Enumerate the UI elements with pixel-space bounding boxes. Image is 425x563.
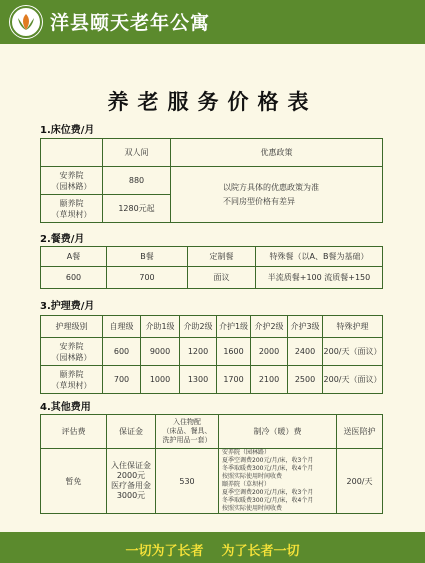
meal-fee-table — [40, 246, 383, 289]
section-heading-meal: 2.餐费/月 — [40, 234, 85, 245]
column-header: 双人间 — [103, 139, 171, 167]
column-header: 介护2级 — [251, 316, 288, 338]
table-cell: 2100 — [251, 366, 288, 394]
section-heading-other: 4.其他费用 — [40, 402, 91, 413]
column-header: 入住物配 （床品、餐具、 洗护用品一套） — [156, 415, 219, 449]
table-cell: 面议 — [188, 267, 256, 289]
table-cell: 1300 — [180, 366, 217, 394]
deposit-cell: 入住保证金 2000元 医疗备用金 3000元 — [107, 449, 156, 514]
care-fee-table — [40, 315, 383, 394]
table-cell: 2400 — [288, 338, 323, 366]
table-cell: 1000 — [141, 366, 180, 394]
row-header: 安养院 （园林路） — [41, 167, 103, 195]
column-header: 制冷（暖）费 — [219, 415, 337, 449]
table-cell: 1280元起 — [103, 195, 171, 223]
table-cell: 1700 — [217, 366, 251, 394]
column-header: 介助2级 — [180, 316, 217, 338]
table-cell: 200/天（面议） — [323, 338, 383, 366]
table-row — [41, 449, 383, 514]
table-cell: 1600 — [217, 338, 251, 366]
footer-slogan: 一切为了长者 为了长者一切 — [125, 544, 300, 559]
table-cell: 880 — [103, 167, 171, 195]
table-cell: 2500 — [288, 366, 323, 394]
table-cell: 1200 — [180, 338, 217, 366]
table-cell: 200/天 — [337, 449, 383, 514]
column-header: 特殊护理 — [323, 316, 383, 338]
section-heading-bed: 1.床位费/月 — [40, 125, 95, 136]
table-cell: 暂免 — [41, 449, 107, 514]
table-cell: 9000 — [141, 338, 180, 366]
column-header: A餐 — [41, 247, 107, 267]
logo-icon — [9, 5, 43, 39]
column-header: 送医陪护 — [337, 415, 383, 449]
column-header: 评估费 — [41, 415, 107, 449]
footer-bar — [0, 532, 425, 563]
column-header: 介护1级 — [217, 316, 251, 338]
column-header: 护理级别 — [41, 316, 103, 338]
table-cell: 2000 — [251, 338, 288, 366]
table-cell: 200/天（面议） — [323, 366, 383, 394]
page-title: 养老服务价格表 — [107, 90, 318, 114]
table-cell: 600 — [41, 267, 107, 289]
table-row — [41, 338, 383, 366]
row-header: 颐养院 （草坝村） — [41, 195, 103, 223]
table-cell: 600 — [103, 338, 141, 366]
table-cell: 700 — [107, 267, 188, 289]
table-row — [41, 366, 383, 394]
column-header: 保证金 — [107, 415, 156, 449]
heating-cell: 安养院（园林路） 夏季空调费200元/月/床，收3个月 冬季取暖费300元/月/床，收4个月 按照实际使用时间收费 颐养院（草坝村） 夏季空调费200元/月/床，收3个月 冬季取暖费300元/月/床，收4个月 按照实际使用时间收费 — [219, 449, 337, 514]
table-row — [41, 167, 383, 195]
table-corner-cell — [41, 139, 103, 167]
other-fee-table — [40, 414, 383, 514]
table-row — [41, 267, 383, 289]
row-header: 颐养院 （草坝村） — [41, 366, 103, 394]
column-header: 介助1级 — [141, 316, 180, 338]
column-header: B餐 — [107, 247, 188, 267]
row-header: 安养院 （园林路） — [41, 338, 103, 366]
header-bar — [0, 0, 425, 44]
bed-fee-table — [40, 138, 383, 223]
policy-cell: 以院方具体的优惠政策为准 不同房型价格有差异 — [171, 167, 383, 223]
column-header: 优惠政策 — [171, 139, 383, 167]
column-header: 介护3级 — [288, 316, 323, 338]
app-title: 洋县颐天老年公寓 — [50, 12, 211, 34]
column-header: 定制餐 — [188, 247, 256, 267]
section-heading-care: 3.护理费/月 — [40, 301, 95, 312]
table-cell: 700 — [103, 366, 141, 394]
column-header: 特殊餐（以A、B餐为基础） — [256, 247, 383, 267]
table-cell: 半流质餐+100 流质餐+150 — [256, 267, 383, 289]
table-cell: 530 — [156, 449, 219, 514]
column-header: 自理级 — [103, 316, 141, 338]
